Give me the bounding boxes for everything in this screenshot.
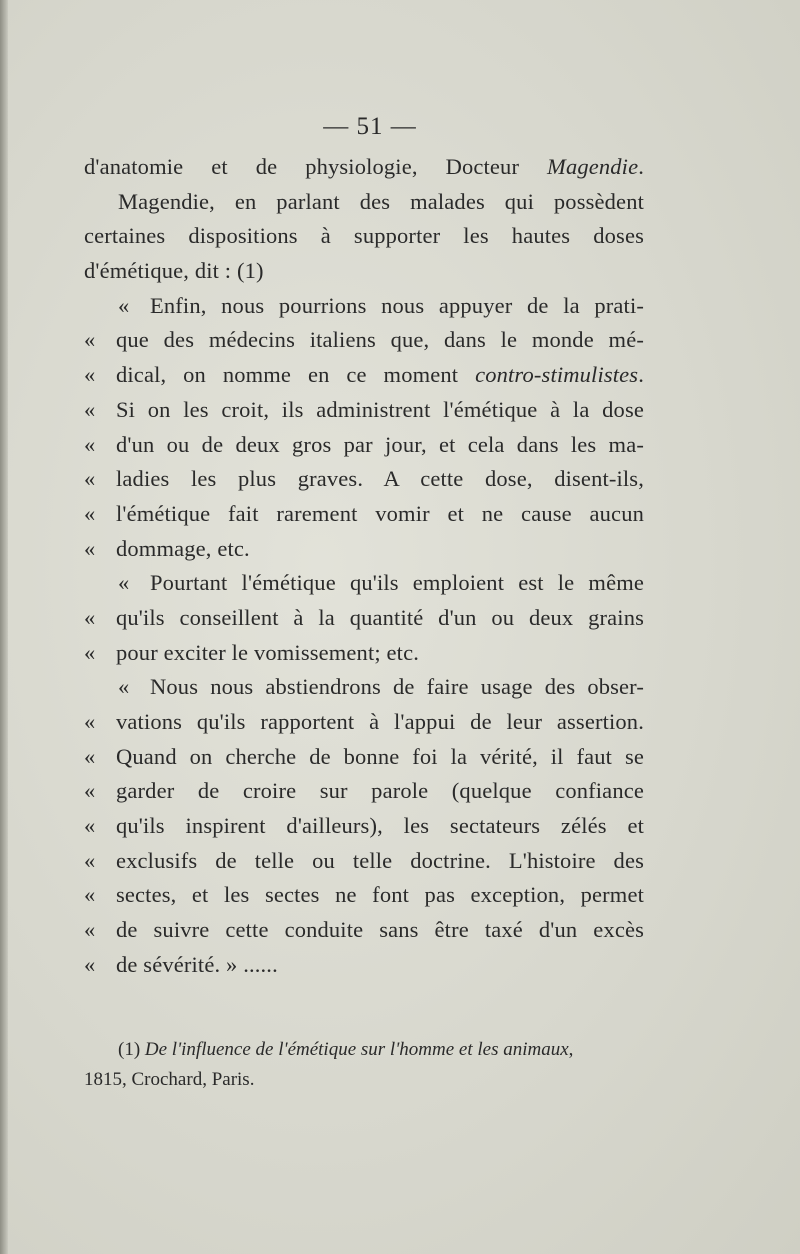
line-text: exclusifs de telle ou telle doctrine. L'histoire des xyxy=(116,847,644,873)
text-line-6 xyxy=(84,323,644,358)
line-text: ladies les plus graves. A cette dose, disent-ils, xyxy=(116,466,644,492)
line-post: . xyxy=(638,362,644,388)
guillemet: « xyxy=(84,466,96,492)
guillemet: « xyxy=(84,917,96,943)
line-text: Si on les croit, ils administrent l'émétique à la dose xyxy=(116,396,644,422)
line-text: Nous nous abstiendrons de faire usage des obser- xyxy=(150,674,644,700)
text-line-23 xyxy=(84,913,644,948)
footnote-title: De l'influence de l'émétique sur l'homme et les animaux xyxy=(144,1039,569,1060)
guillemet: « xyxy=(84,535,96,561)
footnote-line-2: 1815, Crochard, Paris. xyxy=(84,1069,255,1090)
line-text: vations qu'ils rapportent à l'appui de leur assertion. xyxy=(116,709,644,734)
guillemet: « xyxy=(84,778,96,804)
text-line-24 xyxy=(84,948,644,983)
text-line-14 xyxy=(84,601,644,636)
footnote-title-post: , xyxy=(568,1039,574,1060)
text-line-19 xyxy=(84,774,644,809)
guillemet: « xyxy=(118,292,130,318)
line-text: sectes, et les sectes ne font pas exception, permet xyxy=(116,882,644,908)
line-text: de sévérité. » ...... xyxy=(116,951,278,977)
line-text: Pourtant l'émétique qu'ils emploient est le même xyxy=(150,570,644,596)
line-text: garder de croire sur parole (quelque confiance xyxy=(116,778,644,804)
guillemet: « xyxy=(84,604,96,630)
guillemet: « xyxy=(84,500,96,526)
line-text: Quand on cherche de bonne foi la vérité, il faut se xyxy=(116,743,644,769)
line-post: . xyxy=(638,154,644,179)
line-text: d'un ou de deux gros par jour, et cela dans les ma- xyxy=(116,431,644,457)
text-line-7 xyxy=(84,358,644,393)
page-number: — 51 — xyxy=(323,113,417,140)
line-text: dommage, etc. xyxy=(116,535,250,561)
guillemet: « xyxy=(118,570,130,596)
guillemet: « xyxy=(84,362,96,388)
text-line-12 xyxy=(84,532,644,567)
line-text: Enfin, nous pourrions nous appuyer de la prati- xyxy=(150,292,644,318)
guillemet: « xyxy=(84,951,96,977)
line-italic: contro-stimulistes xyxy=(475,362,639,388)
guillemet: « xyxy=(84,847,96,873)
text-line-1 xyxy=(84,150,644,185)
text-line-5 xyxy=(84,289,644,324)
footnote xyxy=(84,1035,644,1095)
guillemet: « xyxy=(84,431,96,457)
text-line-11 xyxy=(84,497,644,532)
text-line-13 xyxy=(84,566,644,601)
text-line-10 xyxy=(84,462,644,497)
text-line-15 xyxy=(84,636,644,671)
line-text: qu'ils conseillent à la quantité d'un ou deux grains xyxy=(116,604,644,630)
text-line-4: d'émétique, dit : (1) xyxy=(84,258,264,284)
text-line-18 xyxy=(84,740,644,775)
text-line-8 xyxy=(84,393,644,428)
text-line-22 xyxy=(84,878,644,913)
guillemet: « xyxy=(84,639,96,665)
text-line-2: Magendie, en parlant des malades qui possèdent xyxy=(118,188,644,214)
text-line-21 xyxy=(84,844,644,879)
body-text xyxy=(84,150,644,983)
guillemet: « xyxy=(84,813,96,839)
line-text: dical, on nomme en ce moment xyxy=(116,362,476,388)
line-text: l'émétique fait rarement vomir et ne cause aucun xyxy=(116,500,644,526)
text-line-16 xyxy=(84,670,644,705)
line-italic: Magendie xyxy=(547,154,639,179)
text-line-3: certaines dispositions à supporter les hautes doses xyxy=(84,223,644,249)
line-text: pour exciter le vomissement; etc. xyxy=(116,639,419,665)
footnote-line-1 xyxy=(84,1035,644,1065)
line-text: qu'ils inspirent d'ailleurs), les sectateurs zélés et xyxy=(116,813,644,839)
text-line-17 xyxy=(84,705,644,740)
text-line-20 xyxy=(84,809,644,844)
guillemet: « xyxy=(84,396,96,422)
page-edge-shadow xyxy=(0,0,8,1254)
line-text: de suivre cette conduite sans être taxé d'un excès xyxy=(116,917,644,943)
guillemet: « xyxy=(84,882,96,908)
text-line-9 xyxy=(84,428,644,463)
line-text: que des médecins italiens que, dans le monde mé- xyxy=(116,327,644,353)
line-text: d'anatomie et de physiologie, Docteur xyxy=(84,154,548,179)
guillemet: « xyxy=(118,674,130,700)
guillemet: « xyxy=(84,709,96,734)
guillemet: « xyxy=(84,327,96,353)
footnote-marker: (1) xyxy=(118,1039,141,1060)
guillemet: « xyxy=(84,743,96,769)
